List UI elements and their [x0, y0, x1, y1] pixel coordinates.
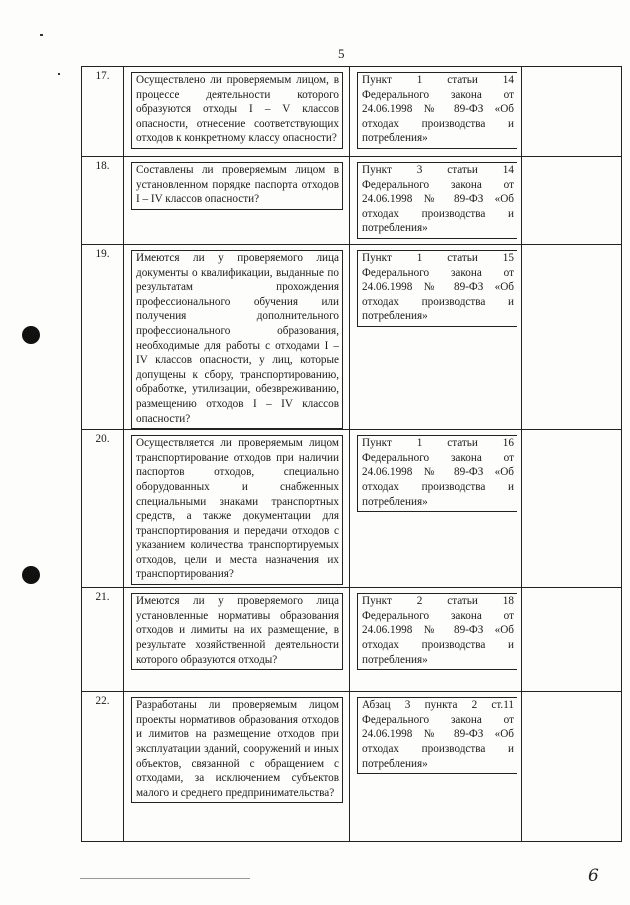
legal-basis-text: Пункт 1 статьи 16 Федерального закона от 24.06.1998 № 89-ФЗ «Об отходах производства и потребления» [357, 435, 517, 512]
checklist-table [81, 66, 622, 842]
table-row [82, 430, 622, 588]
table-row [82, 692, 622, 842]
row-number: 20. [82, 430, 124, 588]
legal-basis-text: Пункт 3 статьи 14 Федерального закона от 24.06.1998 № 89-ФЗ «Об отходах производства и потребления» [357, 162, 517, 239]
answer-cell [522, 692, 622, 842]
answer-cell [522, 245, 622, 430]
row-number: 18. [82, 157, 124, 245]
question-text: Имеются ли у проверяемого лица установленные нормативы образования отходов и лимиты на их размещение, в результате хозяйственной деятельности которого образуются отходы? [131, 593, 343, 670]
question-text: Осуществляется ли проверяемым лицом транспортирование отходов при наличии паспортов отходов, специально оборудованных и снабженных специальными знаками транспортных средств, а также документации для транспортирования и передачи отходов с указанием количества транспортируемых отходов, цели и места назначения их транспортирования? [131, 435, 343, 585]
row-number: 19. [82, 245, 124, 430]
answer-cell [522, 430, 622, 588]
table-row [82, 157, 622, 245]
question-text: Составлены ли проверяемым лицом в установленном порядке паспорта отходов I – IV классов опасности? [131, 162, 343, 210]
legal-basis-cell [350, 430, 522, 588]
legal-basis-text: Пункт 2 статьи 18 Федерального закона от 24.06.1998 № 89-ФЗ «Об отходах производства и потребления» [357, 593, 517, 670]
question-cell [124, 157, 350, 245]
legal-basis-cell [350, 588, 522, 692]
row-number: 17. [82, 67, 124, 157]
legal-basis-cell [350, 157, 522, 245]
answer-cell [522, 67, 622, 157]
legal-basis-cell [350, 67, 522, 157]
question-cell [124, 588, 350, 692]
punch-hole-upper [22, 326, 40, 344]
table-row [82, 245, 622, 430]
question-cell [124, 692, 350, 842]
page-number-top: 5 [338, 46, 345, 61]
legal-basis-text: Пункт 1 статьи 15 Федерального закона от 24.06.1998 № 89-ФЗ «Об отходах производства и потребления» [357, 250, 517, 327]
scan-speck [40, 34, 43, 36]
question-cell [124, 430, 350, 588]
question-cell [124, 245, 350, 430]
legal-basis-text: Пункт 1 статьи 14 Федерального закона от 24.06.1998 № 89-ФЗ «Об отходах производства и потребления» [357, 72, 517, 149]
question-text: Имеются ли у проверяемого лица документы о квалификации, выданные по результатам прохождения профессионального обучения или получения дополнительного профессионального образования, необходимые для работы с отходами I – IV классов опасности, у лиц, которые допущены к сбору, транспортированию, обработке, утилизации, обезвреживанию, размещению отходов I – IV классов опасности? [131, 250, 343, 429]
table-row [82, 588, 622, 692]
answer-cell [522, 157, 622, 245]
question-cell [124, 67, 350, 157]
row-number: 22. [82, 692, 124, 842]
legal-basis-text: Абзац 3 пункта 2 ст.11 Федерального закона от 24.06.1998 № 89-ФЗ «Об отходах производства и потребления» [357, 697, 517, 774]
legal-basis-cell [350, 245, 522, 430]
table-row [82, 67, 622, 157]
bottom-rule [80, 878, 250, 879]
question-text: Осуществлено ли проверяемым лицом, в процессе деятельности которого образуются отходы I – V классов опасности, отнесение соответствующих отходов к конкретному классу опасности? [131, 72, 343, 149]
punch-hole-lower [22, 566, 40, 584]
question-text: Разработаны ли проверяемым лицом проекты нормативов образования отходов и лимитов на размещение отходов при эксплуатации зданий, сооружений и иных объектов, связанной с обращением с отходами, за исключением субъектов малого и среднего предпринимательства? [131, 697, 343, 803]
row-number: 21. [82, 588, 124, 692]
handwritten-page-number: 6 [588, 866, 599, 886]
scan-speck [58, 73, 60, 75]
answer-cell [522, 588, 622, 692]
legal-basis-cell [350, 692, 522, 842]
